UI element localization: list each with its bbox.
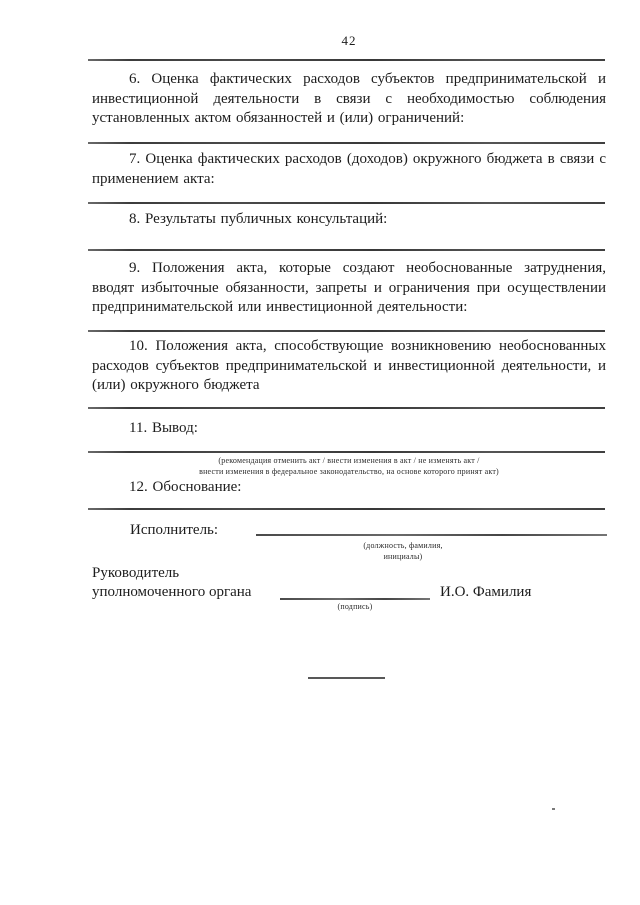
horizontal-rule	[88, 451, 605, 453]
horizontal-rule	[88, 330, 605, 332]
horizontal-rule	[88, 202, 605, 204]
paragraph-7-budget-costs-assessment: 7. Оценка фактических расходов (доходов) окружного бюджета в связи с применением акта:	[92, 151, 606, 187]
conclusion-hint	[92, 455, 606, 477]
paragraph-11-conclusion: 11. Вывод:	[129, 420, 198, 436]
signature-line	[280, 598, 430, 600]
executor-label: Исполнитель:	[130, 522, 219, 538]
conclusion-hint-line1: (рекомендация отменить акт / внести изменения в акт / не изменять акт /	[218, 456, 480, 465]
paragraph-10-act-provisions-costs: 10. Положения акта, способствующие возникновению необоснованных расходов субъектов предпринимательской и инвестиционной деятельности, и (или) окружного бюджета	[92, 338, 606, 393]
executor-hint: (должность, фамилия, инициалы)	[363, 541, 443, 561]
horizontal-rule	[88, 508, 605, 510]
paragraph-9-act-provisions-difficulties: 9. Положения акта, которые создают необоснованные затруднения, вводят избыточные обязанности, запреты и ограничения при осуществлении предпринимательской или инвестиционной деятельности:	[92, 260, 606, 315]
executor-fill-in-line	[256, 534, 607, 536]
horizontal-rule	[88, 59, 605, 61]
horizontal-rule	[88, 407, 605, 409]
head-title-line1: Руководитель	[92, 565, 180, 581]
scan-artifact-dot	[552, 808, 555, 810]
paragraph-6-actual-costs-assessment: 6. Оценка фактических расходов субъектов предпринимательской и инвестиционной деятельности в связи с необходимостью соблюдения установленных актом обязанностей и (или) ограничений:	[92, 71, 606, 126]
section-end-divider	[308, 677, 385, 679]
signature-hint: (подпись)	[337, 602, 373, 611]
horizontal-rule	[88, 249, 605, 251]
paragraph-8-public-consultations: 8. Результаты публичных консультаций:	[129, 211, 388, 227]
paragraph-12-justification: 12. Обоснование:	[129, 479, 242, 495]
head-title-line2: уполномоченного органа	[92, 584, 252, 600]
head-name-placeholder: И.О. Фамилия	[440, 584, 532, 600]
horizontal-rule	[88, 142, 605, 144]
page-number: 42	[341, 33, 357, 48]
conclusion-hint-line2: внести изменения в федеральное законодательство, на основе которого принят акт)	[199, 467, 499, 476]
